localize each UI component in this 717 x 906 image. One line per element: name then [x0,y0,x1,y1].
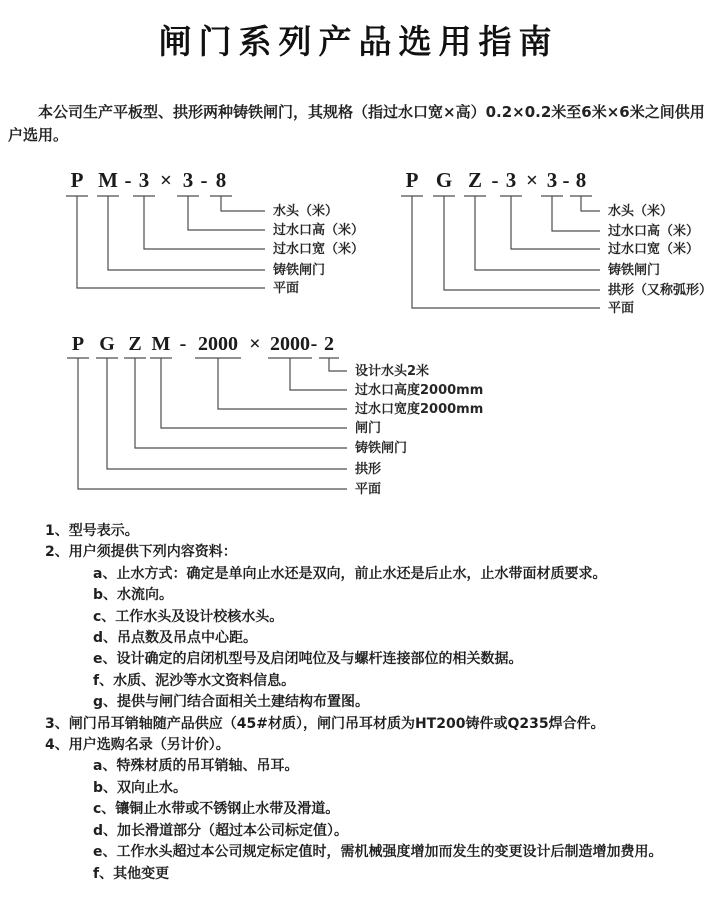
intro-paragraph: 本公司生产平板型、拱形两种铸铁闸门，其规格（指过水口宽×高）0.2×0.2米至6米×6米之间供用户选用。 [8,103,705,144]
model-code-diagram-pgzm [65,328,495,508]
callout-label: 铸铁闸门 [608,263,661,278]
callout-line [552,196,600,231]
callout-line [218,358,347,409]
code-char: 2000 [270,333,310,355]
model-code-diagram-pgz [395,163,717,328]
page-title: 闸门系列产品选用指南 [158,25,559,61]
note-line: a、特殊材质的吊耳销轴、吊耳。 [93,758,299,775]
code-char: P [71,333,85,355]
callout-label: 水头（米） [608,204,674,219]
callout-label: 平面 [608,301,635,316]
code-char: P [70,168,84,192]
note-line: f、其他变更 [93,865,170,882]
code-char: M [151,333,171,355]
note-line: b、双向止水。 [93,779,188,796]
note-line: g、提供与闸门结合面相关土建结构布置图。 [93,694,370,711]
callout-label: 设计水头2米 [355,364,430,379]
code-char: × [160,168,172,192]
callout-label: 过水口宽（米） [273,242,365,257]
callout-line [188,196,265,230]
callout-line [412,196,600,308]
callout-line [144,196,265,249]
callout-label: 铸铁闸门 [273,263,326,278]
callout-label: 过水口高（米） [273,223,365,238]
code-char: × [526,168,538,192]
callout-line [221,196,265,211]
code-char: 2 [324,333,334,355]
callout-line [290,358,347,390]
note-line: c、镶铜止水带或不锈钢止水带及滑道。 [93,801,340,818]
code-char: 3 [182,168,194,192]
note-line: e、设计确定的启闭机型号及启闭吨位及与螺杆连接部位的相关数据。 [93,651,523,668]
callout-line [107,358,347,469]
callout-label: 水头（米） [273,204,339,219]
callout-label: 拱形 [355,462,382,477]
model-code-diagram-pm [55,163,385,313]
callout-line [108,196,265,270]
callout-label: 平面 [273,281,300,296]
note-line: c、工作水头及设计校核水头。 [93,608,284,625]
code-char: Z [467,168,483,192]
code-char: - [200,168,208,192]
note-line: d、吊点数及吊点中心距。 [93,630,258,647]
code-char: M [98,168,118,192]
code-char: 8 [215,168,227,192]
notes-section [45,521,705,885]
callout-label: 铸铁闸门 [355,441,408,456]
callout-label: 过水口宽（米） [608,242,700,257]
callout-line [444,196,600,290]
code-char: - [562,168,570,192]
code-char: 2000 [198,333,238,355]
code-char: 8 [575,168,587,192]
code-char: P [405,168,419,192]
note-line: 2、用户须提供下列内容资料： [45,544,237,561]
callout-label: 过水口宽度2000mm [355,402,484,417]
callout-line [511,196,600,249]
callout-label: 闸门 [355,421,382,436]
callout-label: 过水口高度2000mm [355,383,484,398]
code-char: 3 [138,168,150,192]
code-char: - [491,168,499,192]
code-char: Z [128,333,142,355]
note-line: b、水流向。 [93,587,174,604]
callout-line [329,358,347,371]
note-line: f、水质、泥沙等水文资料信息。 [93,672,296,689]
callout-line [581,196,600,211]
callout-line [135,358,347,448]
code-char: G [99,333,115,355]
callout-label: 过水口高（米） [608,224,700,239]
code-char: - [310,333,318,355]
code-char: × [249,333,261,355]
code-char: 3 [505,168,517,192]
code-char: - [124,168,132,192]
code-char: G [435,168,453,192]
note-line: a、止水方式：确定是单向止水还是双向，前止水还是后止水，止水带面材质要求。 [93,565,607,582]
note-line: d、加长滑道部分（超过本公司标定值）。 [93,822,349,839]
callout-label: 平面 [355,482,382,497]
callout-line [161,358,347,428]
code-char: 3 [546,168,558,192]
note-line: 1、型号表示。 [45,523,139,539]
note-line: e、工作水头超过本公司规定标定值时，需机械强度增加而发生的变更设计后制造增加费用。 [93,844,663,861]
callout-line [77,196,265,288]
note-line: 4、用户选购名录（另计价）。 [45,737,230,754]
callout-label: 拱形（又称弧形） [608,283,713,298]
note-line: 3、闸门吊耳销轴随产品供应（45#材质），闸门吊耳材质为HT200铸件或Q235焊合件。 [45,715,605,732]
code-char: - [179,333,187,355]
